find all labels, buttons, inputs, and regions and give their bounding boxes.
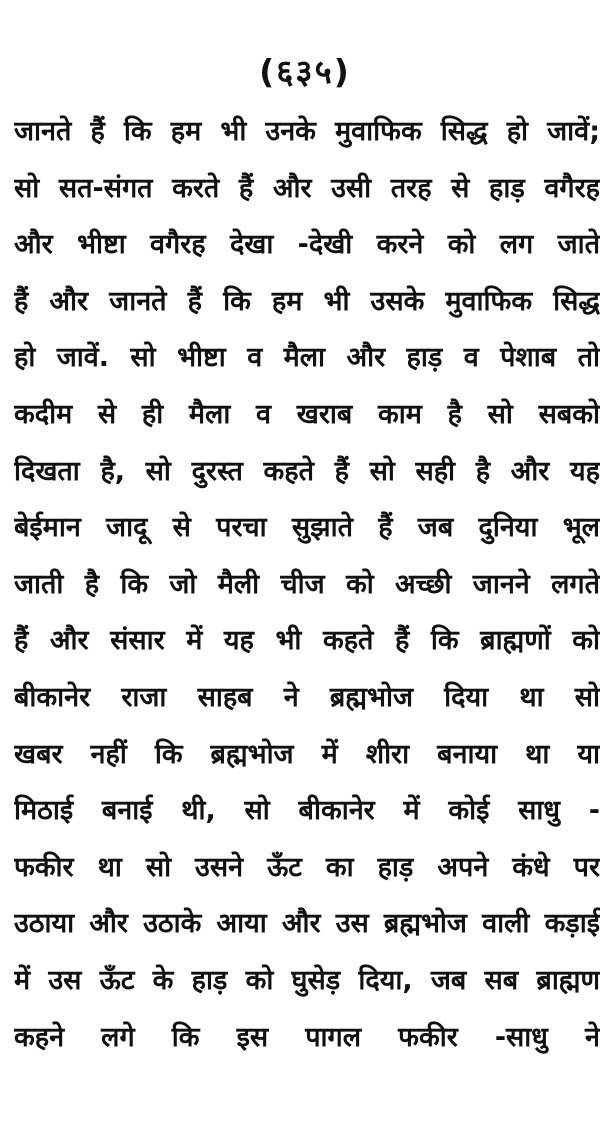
- text-line: सो सत-संगत करते हैं और उसी तरह से हाड़ वगैरह: [14, 172, 600, 204]
- text-line: फकीर था सो उसने ऊँट का हाड़ अपने कंधे पर: [14, 851, 600, 883]
- text-line: हो जावें. सो भीष्टा व मैला और हाड़ व पेशाब तो: [14, 342, 600, 374]
- text-line: में उस ऊँट के हाड़ को घुसेड़ दिया, जब सब ब्राह्मण: [14, 964, 600, 996]
- text-line: जाती है कि जो मैली चीज को अच्छी जानने लगते: [14, 568, 600, 600]
- text-line: कहने लगे कि इस पागल फकीर -साधु ने: [14, 1021, 600, 1053]
- text-line: दिखता है, सो दुरस्त कहते हैं सो सही है और यह: [14, 455, 600, 487]
- text-line: खबर नहीं कि ब्रह्मभोज में शीरा बनाया था या: [14, 738, 600, 770]
- text-line: हैं और जानते हैं कि हम भी उसके मुवाफिक सिद्ध: [14, 285, 600, 317]
- body-text: [14, 104, 600, 1066]
- text-line: जानते हैं कि हम भी उनके मुवाफिक सिद्ध हो जावें;: [14, 116, 600, 147]
- text-line: बेईमान जादू से परचा सुझाते हैं जब दुनिया भूल: [14, 512, 600, 544]
- text-line: हैं और संसार में यह भी कहते हैं कि ब्राह्मणों को: [14, 625, 600, 657]
- text-line: मिठाई बनाई थी, सो बीकानेर में कोई साधु -: [14, 795, 600, 827]
- text-line: बीकानेर राजा साहब ने ब्रह्मभोज दिया था सो: [14, 681, 600, 713]
- text-line: और भीष्टा वगैरह देखा -देखी करने को लग जाते: [14, 229, 600, 261]
- page-number: (६३५): [259, 52, 351, 91]
- text-line: कदीम से ही मैला व खराब काम है सो सबको: [14, 398, 600, 430]
- text-line: उठाया और उठाके आया और उस ब्रह्मभोज वाली कड़ाई: [14, 908, 600, 940]
